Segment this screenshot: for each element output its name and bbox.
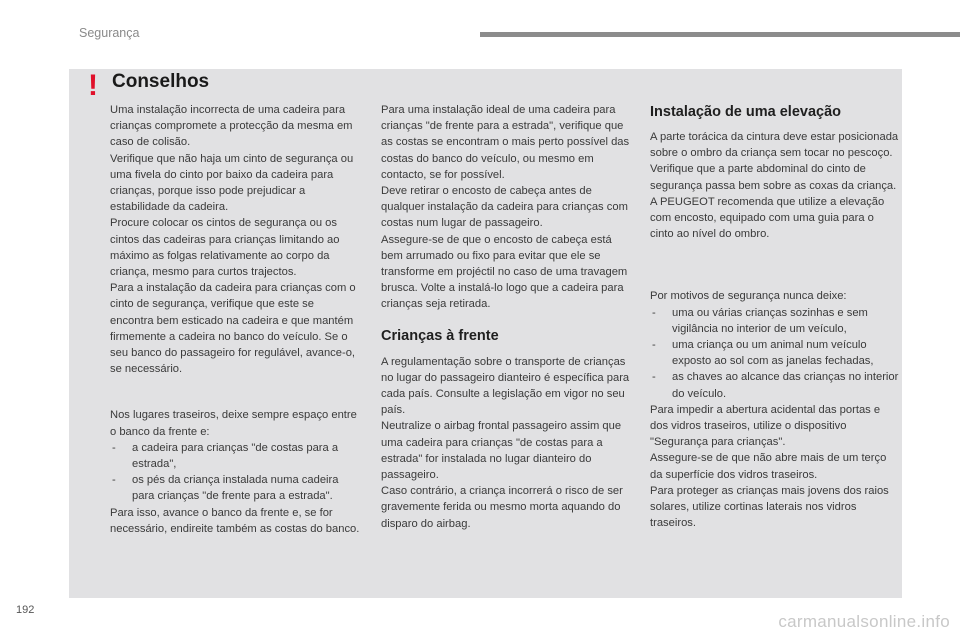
column-1 (110, 102, 360, 537)
col1-para2-intro: Nos lugares traseiros, deixe sempre espaço entre o banco da frente e: (110, 409, 357, 438)
col2-para2-line2: Neutralize o airbag frontal passageiro assim que uma cadeira para crianças "de costas para a estrada" for instalada no lugar dianteiro do passageiro. (381, 420, 622, 482)
watermark: carmanualsonline.info (778, 612, 950, 631)
col2-para2-line1: A regulamentação sobre o transporte de crianças no lugar do passageiro dianteiro é específica para cada país. Consulte a legislação em vigor no seu país. (381, 355, 630, 417)
list-item: - uma ou várias crianças sozinhas e sem vigilância no interior de um veículo, (650, 305, 900, 337)
col3-para2-end-3: Para proteger as crianças mais jovens dos raios solares, utilize cortinas laterais nos vidros traseiros. (650, 484, 889, 530)
col3-para1-line1: A parte torácica da cintura deve estar posicionada sobre o ombro da criança sem tocar no pescoço. (650, 131, 899, 160)
list-item: - os pés da criança instalada numa cadeira para crianças "de frente para a estrada". (110, 472, 360, 504)
col3-para2-end-1: Para impedir a abertura acidental das portas e dos vidros traseiros, utilize o dispositivo "Segurança para crianças". (650, 403, 881, 449)
col2-para1-line3: Assegure-se de que o encosto de cabeça está bem arrumado ou fixo para evitar que ele se transforme em projéctil no caso de uma travagem brusca. Volte a instalá-lo logo que a cadeira para crianças seja retirada. (381, 233, 628, 311)
heading-booster-installation: Instalação de uma elevação (650, 104, 842, 120)
col1-para1-line2: Verifique que não haja um cinto de segurança ou uma fivela do cinto por baixo da cadeira para crianças, porque isso pode prejudicar a estabilidade da cadeira. (110, 152, 354, 214)
section-title: Segurança (79, 26, 140, 40)
col2-para1-line2: Deve retirar o encosto de cabeça antes de qualquer instalação da cadeira para crianças com costas num lugar de passageiro. (381, 185, 628, 230)
col3-list (650, 305, 900, 402)
col2-para2-line3: Caso contrário, a criança incorrerá o risco de ser gravemente ferida ou mesmo morta aquando do disparo do airbag. (381, 485, 623, 530)
heading-front-children: Crianças à frente (381, 327, 499, 344)
list-item: - as chaves ao alcance das crianças no interior do veículo. (650, 369, 900, 401)
col1-para1-line4: Para a instalação da cadeira para crianças com o cinto de segurança, verifique que este se encontra bem esticado na cadeira e que mantém firmemente a cadeira no banco do veículo. Se o seu banco do passageiro for regulável, avance-o, se necessário. (110, 282, 356, 376)
col1-para1-line1: Uma instalação incorrecta de uma cadeira para crianças compromete a protecção da mesma em caso de colisão. (110, 104, 353, 149)
col3-para2-end-2: Assegure-se de que não abre mais de um terço da superfície dos vidros traseiros. (650, 452, 887, 481)
header-bar (480, 32, 960, 37)
col2-para1-line1: Para uma instalação ideal de uma cadeira para crianças "de frente para a estrada", verifique que as costas se encontram o mais perto possível das costas do banco do veículo, ou mesmo em contacto, se for possível. (381, 104, 630, 181)
col3-para2-intro: Por motivos de segurança nunca deixe: (650, 290, 847, 303)
col3-para1-line3: A PEUGEOT recomenda que utilize a elevação com encosto, equipado com uma guia para o cinto ao nível do ombro. (650, 195, 885, 241)
warning-icon: ! (88, 69, 98, 102)
list-item: - uma criança ou um animal num veículo exposto ao sol com as janelas fechadas, (650, 337, 900, 369)
column-2 (381, 102, 631, 532)
col3-para1-line2: Verifique que a parte abdominal do cinto de segurança passa bem sobre as coxas da criança. (650, 163, 897, 192)
col1-list (110, 440, 360, 505)
panel-title: Conselhos (112, 71, 210, 92)
col1-para1-line3: Procure colocar os cintos de segurança ou os cintos das cadeiras para crianças limitando ao máximo as folgas relativamente ao corpo da criança, mesmo para curtos trajectos. (110, 217, 340, 279)
col1-para2-end: Para isso, avance o banco da frente e, se for necessário, endireite também as costas do banco. (110, 506, 360, 535)
list-item: - a cadeira para crianças "de costas para a estrada", (110, 440, 360, 472)
column-3 (650, 103, 900, 531)
page-number: 192 (16, 604, 35, 616)
